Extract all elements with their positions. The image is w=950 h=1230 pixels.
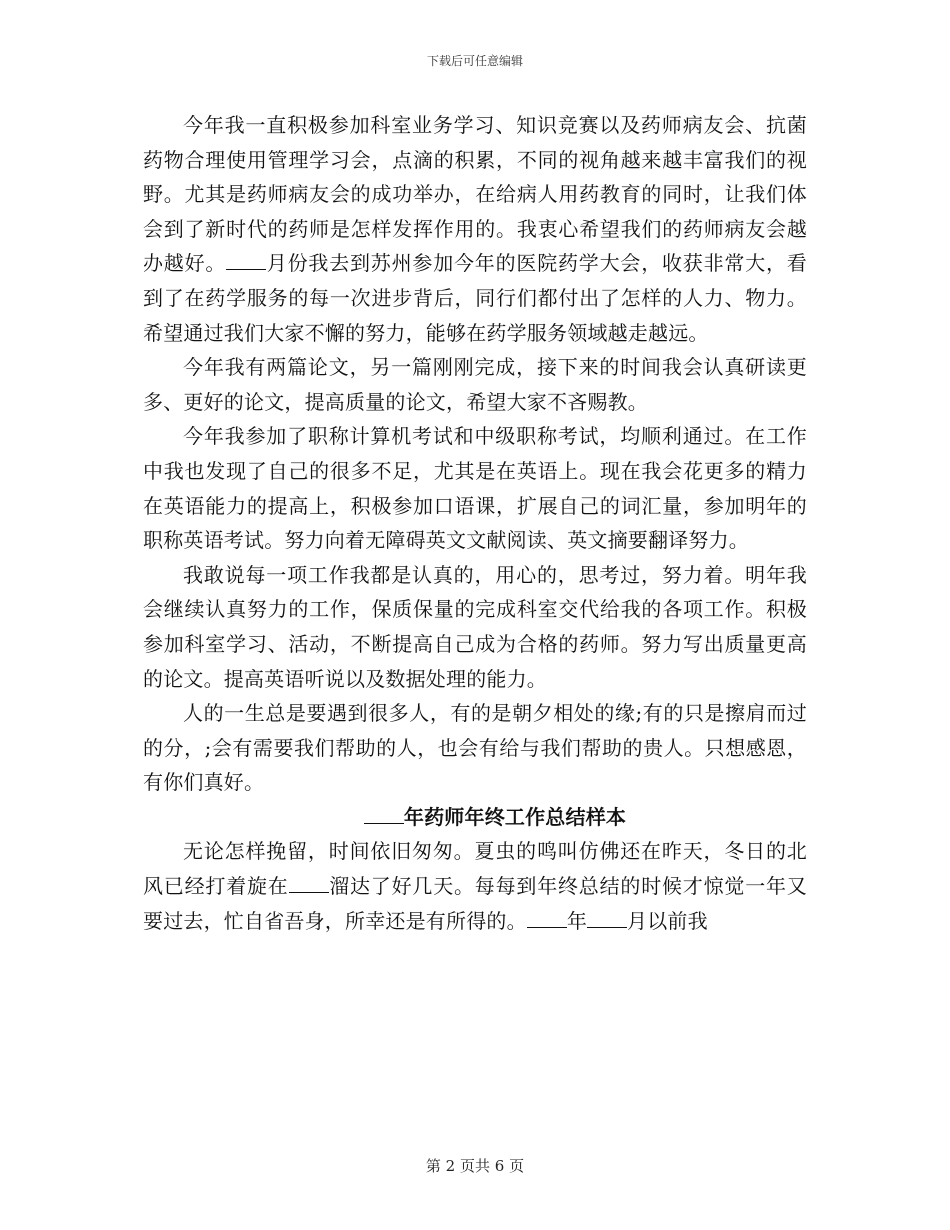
section-heading (143, 800, 807, 835)
blank-underline (226, 250, 266, 270)
paragraph-intro-text-c: 年 (566, 908, 588, 933)
paragraph-study-text-b: 月份我去到苏州参加今年的医院药学大会，收获非常大，看到了在药学服务的每一次进步背后，同行们都付出了怎样的人力、物力。希望通过我们大家不懈的努力，能够在药学服务领域越走越远。 (143, 251, 807, 345)
blank-underline (527, 908, 567, 928)
paragraph-exams: 今年我参加了职称计算机考试和中级职称考试，均顺利通过。在工作中我也发现了自己的很多不足，尤其是在英语上。现在我会花更多的精力在英语能力的提高上，积极参加口语课，扩展自己的词汇量，参加明年的职称英语考试。努力向着无障碍英文文献阅读、英文摘要翻译努力。 (143, 424, 807, 553)
paragraph-intro-text-a: 无论怎样挽留，时间依旧匆匆。夏虫的鸣叫仿佛还在昨天，冬日的北风已经打着旋在 (143, 839, 807, 899)
blank-underline (364, 804, 404, 824)
blank-underline (587, 908, 627, 928)
paragraph-intro-text-d: 月以前我 (627, 908, 708, 933)
paragraph-study (143, 108, 807, 350)
page-header-note: 下载后可任意编辑 (426, 54, 523, 68)
section-heading-text: 年药师年终工作总结样本 (403, 804, 627, 829)
paragraph-intro (143, 834, 807, 938)
paragraph-gratitude: 人的一生总是要遇到很多人，有的是朝夕相处的缘;有的只是擦肩而过的分，;会有需要我们帮助的人，也会有给与我们帮助的贵人。只想感恩，有你们真好。 (143, 701, 807, 795)
document-body (143, 108, 807, 938)
paragraph-plans: 我敢说每一项工作我都是认真的，用心的，思考过，努力着。明年我会继续认真努力的工作，保质保量的完成科室交代给我的各项工作。积极参加科室学习、活动，不断提高自己成为合格的药师。努力写出质量更高的论文。提高英语听说以及数据处理的能力。 (143, 562, 807, 691)
blank-underline (289, 873, 329, 893)
page-number: 第 2 页共 6 页 (425, 1157, 525, 1175)
paragraph-study-text-a: 今年我一直积极参加科室业务学习、知识竞赛以及药师病友会、抗菌药物合理使用管理学习会，点滴的积累，不同的视角越来越丰富我们的视野。尤其是药师病友会的成功举办，在给病人用药教育的同时，让我们体会到了新时代的药师是怎样发挥作用的。我衷心希望我们的药师病友会越办越好。 (143, 113, 807, 276)
paragraph-intro-text-b: 溜达了好几天。每每到年终总结的时候才惊觉一年又要过去，忙自省吾身，所幸还是有所得的。 (143, 874, 807, 933)
paragraph-papers: 今年我有两篇论文，另一篇刚刚完成，接下来的时间我会认真研读更多、更好的论文，提高质量的论文，希望大家不吝赐教。 (143, 355, 807, 414)
